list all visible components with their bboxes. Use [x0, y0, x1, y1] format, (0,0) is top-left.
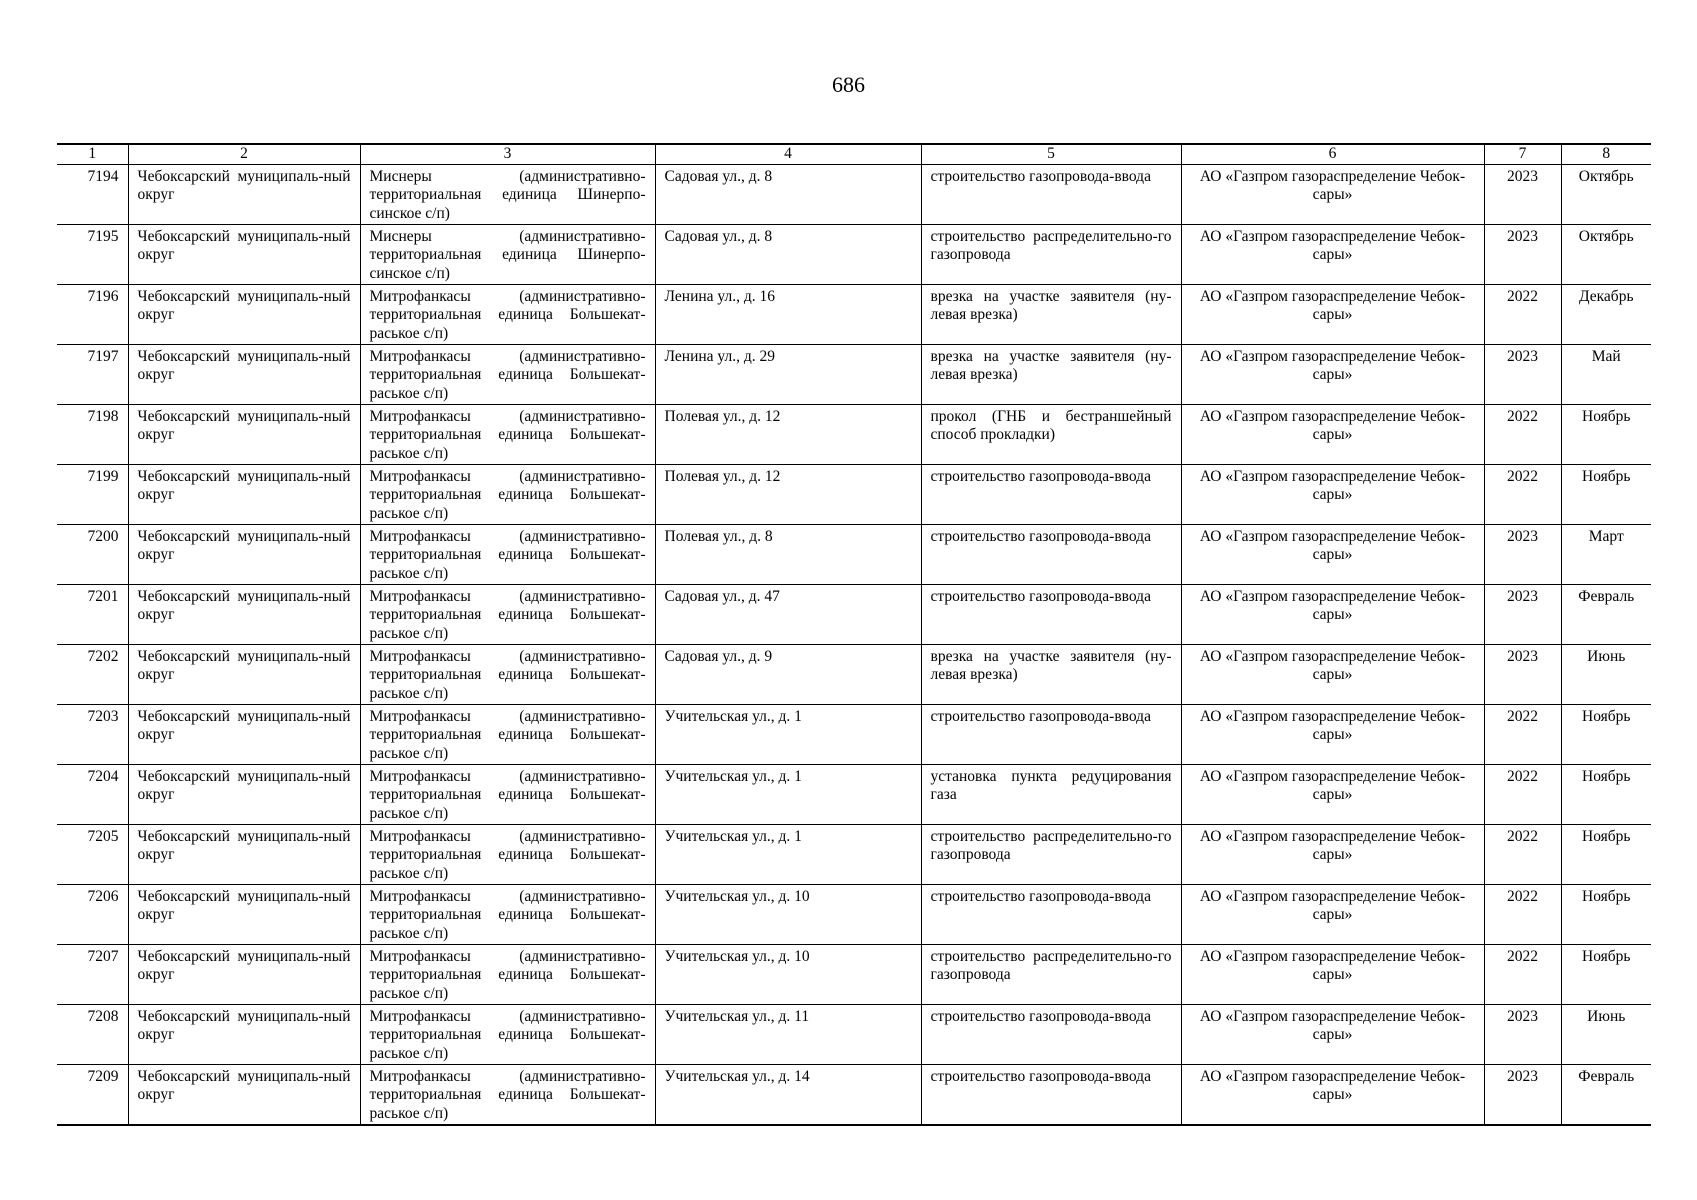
settlement-cell: Митрофанкасы (административно-территориальная единица Большекат-раськое с/п) — [360, 944, 655, 1004]
table-row — [57, 164, 1651, 224]
work-type-cell: строительство газопровода-ввода — [921, 164, 1181, 224]
organization-cell: АО «Газпром газораспределение Чебок-сары» — [1181, 944, 1484, 1004]
row-number-cell: 7206 — [57, 884, 128, 944]
year-cell: 2022 — [1484, 284, 1561, 344]
settlement-cell: Митрофанкасы (административно-территориальная единица Большекат-раськое с/п) — [360, 1004, 655, 1064]
district-cell: Чебоксарский муниципаль-ный округ — [128, 884, 360, 944]
table-row — [57, 284, 1651, 344]
organization-cell: АО «Газпром газораспределение Чебок-сары» — [1181, 404, 1484, 464]
year-cell: 2023 — [1484, 1004, 1561, 1064]
work-type-cell: установка пункта редуцирования газа — [921, 764, 1181, 824]
work-type-cell: строительство газопровода-ввода — [921, 584, 1181, 644]
organization-cell: АО «Газпром газораспределение Чебок-сары» — [1181, 224, 1484, 284]
work-type-cell: врезка на участке заявителя (ну-левая врезка) — [921, 644, 1181, 704]
work-type-cell: строительство газопровода-ввода — [921, 1064, 1181, 1125]
row-number-cell: 7207 — [57, 944, 128, 1004]
address-cell: Учительская ул., д. 1 — [655, 824, 921, 884]
settlement-cell: Митрофанкасы (административно-территориальная единица Большекат-раськое с/п) — [360, 284, 655, 344]
settlement-cell: Митрофанкасы (административно-территориальная единица Большекат-раськое с/п) — [360, 644, 655, 704]
settlement-cell: Митрофанкасы (административно-территориальная единица Большекат-раськое с/п) — [360, 884, 655, 944]
district-cell: Чебоксарский муниципаль-ный округ — [128, 824, 360, 884]
organization-cell: АО «Газпром газораспределение Чебок-сары» — [1181, 1004, 1484, 1064]
month-cell: Декабрь — [1561, 284, 1651, 344]
district-cell: Чебоксарский муниципаль-ный округ — [128, 164, 360, 224]
settlement-cell: Миснеры (административно-территориальная единица Шинерпо-синское с/п) — [360, 224, 655, 284]
table-row — [57, 404, 1651, 464]
organization-cell: АО «Газпром газораспределение Чебок-сары» — [1181, 704, 1484, 764]
address-cell: Садовая ул., д. 8 — [655, 164, 921, 224]
year-cell: 2023 — [1484, 344, 1561, 404]
month-cell: Октябрь — [1561, 224, 1651, 284]
district-cell: Чебоксарский муниципаль-ный округ — [128, 464, 360, 524]
address-cell: Ленина ул., д. 16 — [655, 284, 921, 344]
work-type-cell: строительство распределительно-го газопровода — [921, 224, 1181, 284]
table-row — [57, 464, 1651, 524]
table-row — [57, 644, 1651, 704]
table-row — [57, 944, 1651, 1004]
district-cell: Чебоксарский муниципаль-ный округ — [128, 1004, 360, 1064]
table-row — [57, 524, 1651, 584]
organization-cell: АО «Газпром газораспределение Чебок-сары» — [1181, 524, 1484, 584]
registry-table — [57, 143, 1651, 1126]
month-cell: Ноябрь — [1561, 884, 1651, 944]
row-number-cell: 7197 — [57, 344, 128, 404]
work-type-cell: прокол (ГНБ и бестраншейный способ прокладки) — [921, 404, 1181, 464]
district-cell: Чебоксарский муниципаль-ный округ — [128, 224, 360, 284]
month-cell: Ноябрь — [1561, 704, 1651, 764]
month-cell: Февраль — [1561, 584, 1651, 644]
work-type-cell: строительство газопровода-ввода — [921, 1004, 1181, 1064]
row-number-cell: 7201 — [57, 584, 128, 644]
column-header: 3 — [360, 144, 655, 164]
settlement-cell: Миснеры (административно-территориальная единица Шинерпо-синское с/п) — [360, 164, 655, 224]
column-header: 4 — [655, 144, 921, 164]
organization-cell: АО «Газпром газораспределение Чебок-сары» — [1181, 464, 1484, 524]
work-type-cell: строительство газопровода-ввода — [921, 524, 1181, 584]
year-cell: 2023 — [1484, 224, 1561, 284]
organization-cell: АО «Газпром газораспределение Чебок-сары» — [1181, 284, 1484, 344]
row-number-cell: 7195 — [57, 224, 128, 284]
row-number-cell: 7208 — [57, 1004, 128, 1064]
settlement-cell: Митрофанкасы (административно-территориальная единица Большекат-раськое с/п) — [360, 824, 655, 884]
row-number-cell: 7204 — [57, 764, 128, 824]
column-header: 5 — [921, 144, 1181, 164]
settlement-cell: Митрофанкасы (административно-территориальная единица Большекат-раськое с/п) — [360, 764, 655, 824]
work-type-cell: строительство распределительно-го газопровода — [921, 944, 1181, 1004]
row-number-cell: 7205 — [57, 824, 128, 884]
settlement-cell: Митрофанкасы (административно-территориальная единица Большекат-раськое с/п) — [360, 464, 655, 524]
month-cell: Июнь — [1561, 644, 1651, 704]
page-number: 686 — [832, 72, 865, 97]
column-header: 2 — [128, 144, 360, 164]
year-cell: 2023 — [1484, 524, 1561, 584]
work-type-cell: строительство газопровода-ввода — [921, 704, 1181, 764]
month-cell: Ноябрь — [1561, 764, 1651, 824]
month-cell: Ноябрь — [1561, 404, 1651, 464]
table-row — [57, 1064, 1651, 1125]
row-number-cell: 7199 — [57, 464, 128, 524]
year-cell: 2022 — [1484, 764, 1561, 824]
column-header: 6 — [1181, 144, 1484, 164]
organization-cell: АО «Газпром газораспределение Чебок-сары» — [1181, 164, 1484, 224]
district-cell: Чебоксарский муниципаль-ный округ — [128, 644, 360, 704]
table-row — [57, 224, 1651, 284]
column-header: 1 — [57, 144, 128, 164]
row-number-cell: 7196 — [57, 284, 128, 344]
address-cell: Учительская ул., д. 10 — [655, 944, 921, 1004]
month-cell: Февраль — [1561, 1064, 1651, 1125]
table-row — [57, 1004, 1651, 1064]
month-cell: Ноябрь — [1561, 944, 1651, 1004]
settlement-cell: Митрофанкасы (административно-территориальная единица Большекат-раськое с/п) — [360, 704, 655, 764]
organization-cell: АО «Газпром газораспределение Чебок-сары» — [1181, 1064, 1484, 1125]
work-type-cell: врезка на участке заявителя (ну-левая врезка) — [921, 344, 1181, 404]
address-cell: Садовая ул., д. 9 — [655, 644, 921, 704]
address-cell: Полевая ул., д. 12 — [655, 404, 921, 464]
row-number-cell: 7209 — [57, 1064, 128, 1125]
organization-cell: АО «Газпром газораспределение Чебок-сары» — [1181, 344, 1484, 404]
address-cell: Садовая ул., д. 47 — [655, 584, 921, 644]
address-cell: Учительская ул., д. 1 — [655, 704, 921, 764]
district-cell: Чебоксарский муниципаль-ный округ — [128, 524, 360, 584]
month-cell: Октябрь — [1561, 164, 1651, 224]
settlement-cell: Митрофанкасы (административно-территориальная единица Большекат-раськое с/п) — [360, 404, 655, 464]
district-cell: Чебоксарский муниципаль-ный округ — [128, 584, 360, 644]
work-type-cell: врезка на участке заявителя (ну-левая врезка) — [921, 284, 1181, 344]
address-cell: Полевая ул., д. 8 — [655, 524, 921, 584]
district-cell: Чебоксарский муниципаль-ный округ — [128, 944, 360, 1004]
year-cell: 2023 — [1484, 164, 1561, 224]
address-cell: Садовая ул., д. 8 — [655, 224, 921, 284]
row-number-cell: 7200 — [57, 524, 128, 584]
year-cell: 2023 — [1484, 584, 1561, 644]
row-number-cell: 7202 — [57, 644, 128, 704]
year-cell: 2022 — [1484, 824, 1561, 884]
year-cell: 2023 — [1484, 1064, 1561, 1125]
year-cell: 2022 — [1484, 944, 1561, 1004]
table-row — [57, 824, 1651, 884]
column-header: 8 — [1561, 144, 1651, 164]
settlement-cell: Митрофанкасы (административно-территориальная единица Большекат-раськое с/п) — [360, 524, 655, 584]
work-type-cell: строительство газопровода-ввода — [921, 884, 1181, 944]
district-cell: Чебоксарский муниципаль-ный округ — [128, 1064, 360, 1125]
settlement-cell: Митрофанкасы (административно-территориальная единица Большекат-раськое с/п) — [360, 584, 655, 644]
month-cell: Май — [1561, 344, 1651, 404]
row-number-cell: 7203 — [57, 704, 128, 764]
address-cell: Учительская ул., д. 14 — [655, 1064, 921, 1125]
month-cell: Ноябрь — [1561, 824, 1651, 884]
district-cell: Чебоксарский муниципаль-ный округ — [128, 404, 360, 464]
table-row — [57, 584, 1651, 644]
table-row — [57, 704, 1651, 764]
organization-cell: АО «Газпром газораспределение Чебок-сары» — [1181, 884, 1484, 944]
address-cell: Учительская ул., д. 1 — [655, 764, 921, 824]
district-cell: Чебоксарский муниципаль-ный округ — [128, 284, 360, 344]
work-type-cell: строительство распределительно-го газопровода — [921, 824, 1181, 884]
month-cell: Март — [1561, 524, 1651, 584]
row-number-cell: 7194 — [57, 164, 128, 224]
organization-cell: АО «Газпром газораспределение Чебок-сары» — [1181, 644, 1484, 704]
year-cell: 2023 — [1484, 644, 1561, 704]
district-cell: Чебоксарский муниципаль-ный округ — [128, 344, 360, 404]
row-number-cell: 7198 — [57, 404, 128, 464]
month-cell: Ноябрь — [1561, 464, 1651, 524]
organization-cell: АО «Газпром газораспределение Чебок-сары» — [1181, 764, 1484, 824]
year-cell: 2022 — [1484, 884, 1561, 944]
address-cell: Полевая ул., д. 12 — [655, 464, 921, 524]
settlement-cell: Митрофанкасы (административно-территориальная единица Большекат-раськое с/п) — [360, 1064, 655, 1125]
year-cell: 2022 — [1484, 704, 1561, 764]
header-row — [57, 144, 1651, 164]
registry-body — [57, 164, 1651, 1125]
organization-cell: АО «Газпром газораспределение Чебок-сары» — [1181, 824, 1484, 884]
district-cell: Чебоксарский муниципаль-ный округ — [128, 764, 360, 824]
table-row — [57, 884, 1651, 944]
address-cell: Учительская ул., д. 11 — [655, 1004, 921, 1064]
work-type-cell: строительство газопровода-ввода — [921, 464, 1181, 524]
settlement-cell: Митрофанкасы (административно-территориальная единица Большекат-раськое с/п) — [360, 344, 655, 404]
organization-cell: АО «Газпром газораспределение Чебок-сары» — [1181, 584, 1484, 644]
month-cell: Июнь — [1561, 1004, 1651, 1064]
column-header: 7 — [1484, 144, 1561, 164]
district-cell: Чебоксарский муниципаль-ный округ — [128, 704, 360, 764]
table-row — [57, 764, 1651, 824]
address-cell: Учительская ул., д. 10 — [655, 884, 921, 944]
year-cell: 2022 — [1484, 464, 1561, 524]
year-cell: 2022 — [1484, 404, 1561, 464]
address-cell: Ленина ул., д. 29 — [655, 344, 921, 404]
table-row — [57, 344, 1651, 404]
